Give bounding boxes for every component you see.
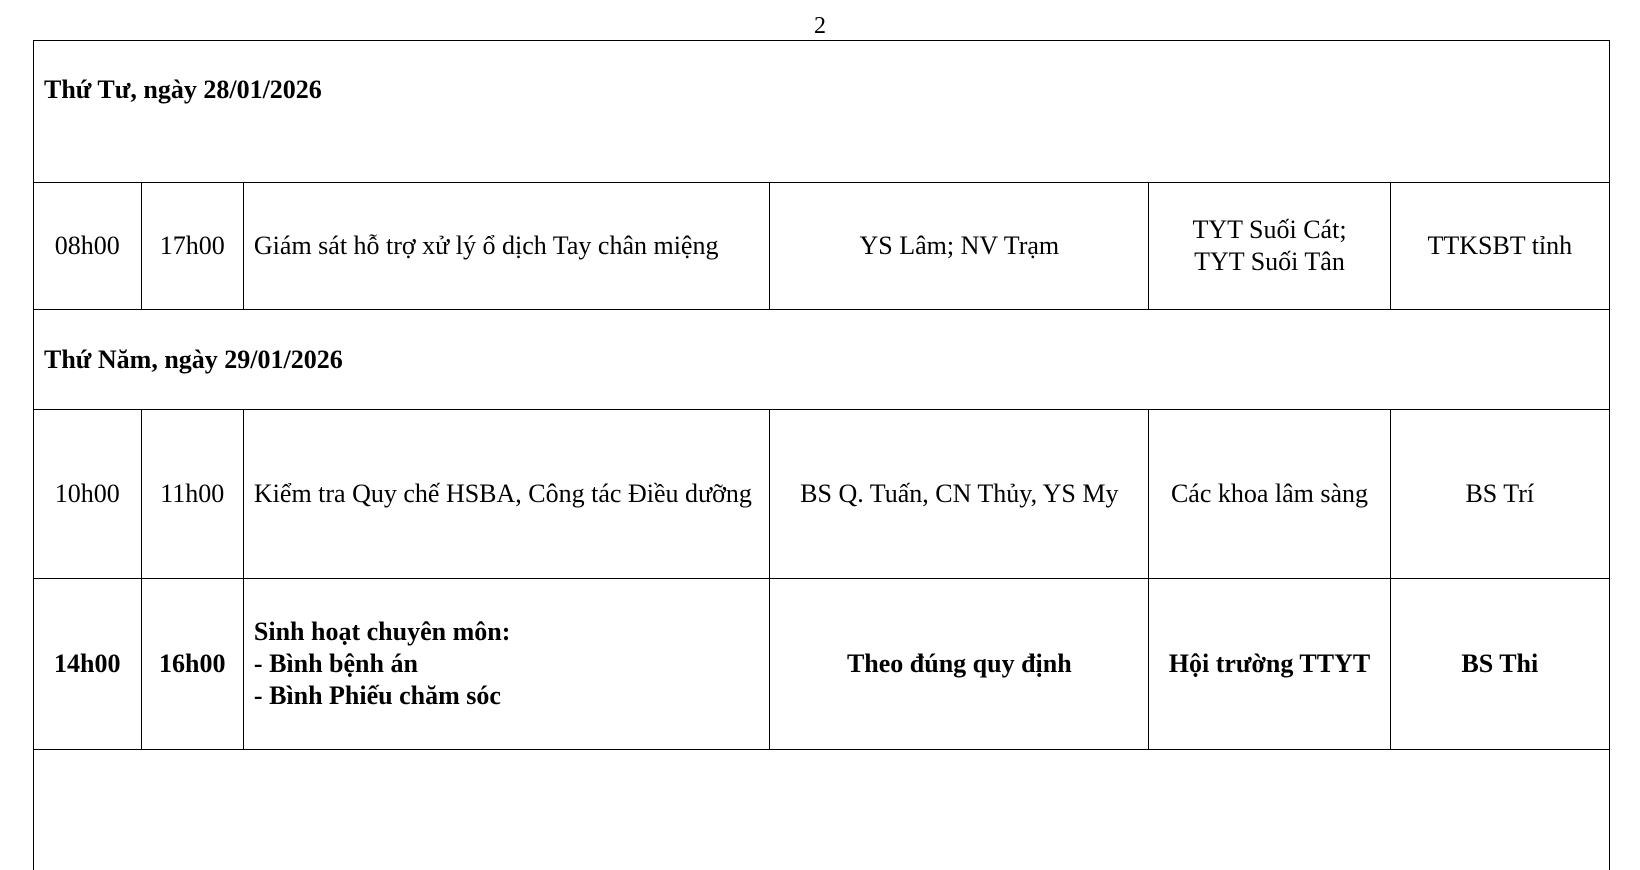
day-header: Thứ Năm, ngày 29/01/2026 xyxy=(34,310,1610,410)
event-content-title: Sinh hoạt chuyên môn: xyxy=(253,617,511,646)
day-header: Thứ Tư, ngày 28/01/2026 xyxy=(34,41,1610,183)
event-content: Kiểm tra Quy chế HSBA, Công tác Điều dưỡng xyxy=(243,410,769,579)
event-content xyxy=(243,183,769,310)
event-content-item: - Bình bệnh án xyxy=(253,649,418,678)
table-row xyxy=(34,183,1610,310)
start-time: 08h00 xyxy=(34,183,142,310)
table-row xyxy=(34,410,1610,579)
start-time: 14h00 xyxy=(34,579,142,750)
event-content xyxy=(243,579,769,750)
start-time: 10h00 xyxy=(34,410,142,579)
event-location: Hội trường TTYT xyxy=(1149,579,1390,750)
page-number: 2 xyxy=(814,13,826,39)
event-location: Các khoa lâm sàng xyxy=(1149,410,1390,579)
event-location xyxy=(1149,183,1390,310)
day-header-row xyxy=(34,310,1610,410)
event-participants: YS Lâm; NV Trạm xyxy=(770,183,1149,310)
event-content-text: Giám sát hỗ trợ xử lý ổ dịch Tay chân miệng xyxy=(253,231,719,260)
event-participants: BS Q. Tuấn, CN Thủy, YS My xyxy=(770,410,1149,579)
event-lead: BS Trí xyxy=(1390,410,1609,579)
event-lead: TTKSBT tỉnh xyxy=(1390,183,1609,310)
schedule-table xyxy=(33,40,1610,870)
end-time: 11h00 xyxy=(141,410,243,579)
event-location-line: TYT Suối Tân xyxy=(1194,247,1345,276)
table-row xyxy=(34,579,1610,750)
event-lead: BS Thi xyxy=(1390,579,1609,750)
end-time: 16h00 xyxy=(141,579,243,750)
event-content-item: - Bình Phiếu chăm sóc xyxy=(253,681,501,710)
event-location-line: TYT Suối Cát; xyxy=(1192,215,1347,244)
day-header-row xyxy=(34,41,1610,183)
empty-cell xyxy=(34,750,1610,870)
empty-row xyxy=(34,750,1610,870)
end-time: 17h00 xyxy=(141,183,243,310)
event-participants: Theo đúng quy định xyxy=(770,579,1149,750)
